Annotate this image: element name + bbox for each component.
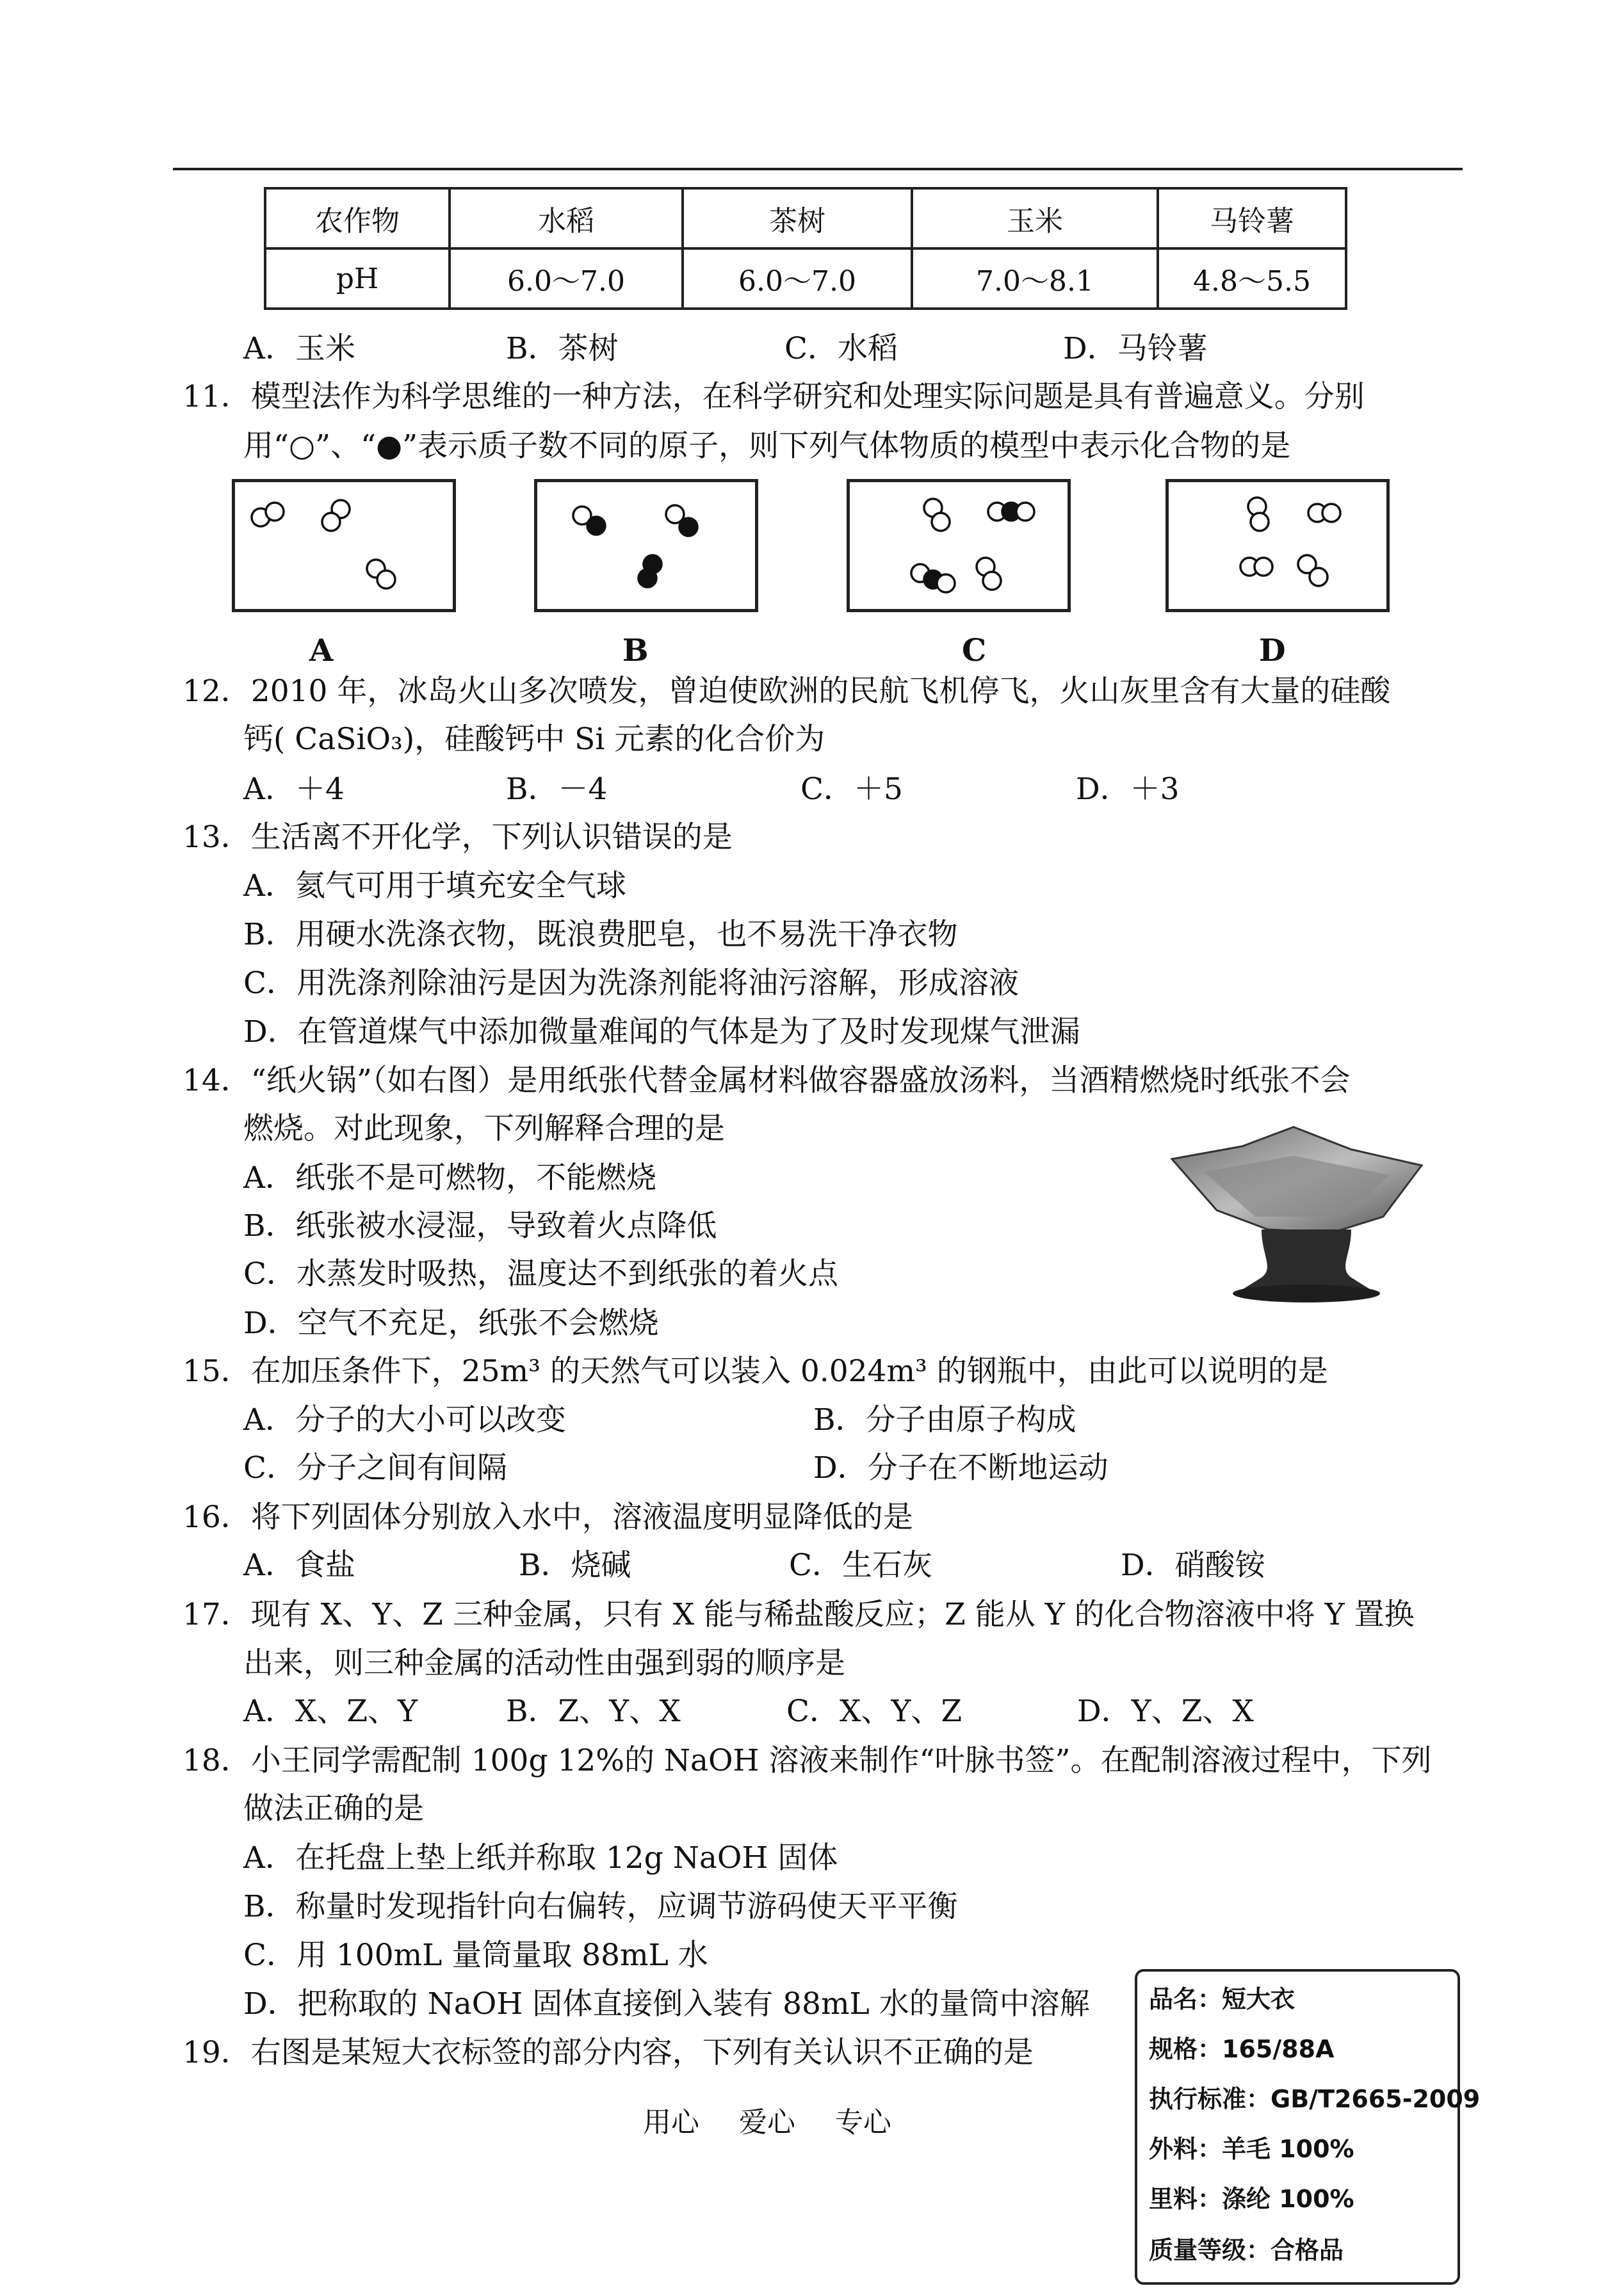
clothing-label-card [1135, 1969, 1481, 2285]
model-label-c: C [962, 633, 987, 669]
paper-hotpot-image [1165, 1121, 1434, 1313]
q12-option-a: A．＋4 [243, 772, 345, 807]
q14-stem-line1: 14．“纸火锅”（如右图）是用纸张代替金属材料做容器盛放汤料，当酒精燃烧时纸张不会 [183, 1063, 1351, 1098]
q16-option-b: B．烧碱 [519, 1548, 631, 1583]
q16-option-a: A．食盐 [243, 1548, 355, 1583]
q15-option-b: B．分子由原子构成 [813, 1402, 1076, 1438]
q13-option-c: C．用洗涤剂除油污是因为洗涤剂能将油污溶解，形成溶液 [243, 966, 1019, 1001]
q13-option-b: B．用硬水洗涤衣物，既浪费肥皂，也不易洗干净衣物 [243, 917, 958, 952]
q19-stem: 19．右图是某短大衣标签的部分内容，下列有关认识不正确的是 [183, 2035, 1034, 2070]
table-row [265, 248, 1346, 309]
model-box-b [534, 479, 758, 612]
table-cell: 玉米 [912, 188, 1158, 248]
label-outer-material: 外料：羊毛 100% [1149, 2135, 1354, 2163]
table-cell: 4.8～5.5 [1158, 248, 1346, 309]
q17-stem-line1: 17．现有 X、Y、Z 三种金属，只有 X 能与稀盐酸反应；Z 能从 Y 的化合物溶液中将 Y 置换 [183, 1597, 1415, 1632]
molecule-model-c-icon [850, 482, 1068, 609]
q15-option-d: D．分子在不断地运动 [813, 1450, 1108, 1486]
table-cell: 6.0～7.0 [683, 248, 912, 309]
q18-option-d: D．把称取的 NaOH 固体直接倒入装有 88mL 水的量筒中溶解 [243, 1986, 1090, 2022]
q17-option-a: A．X、Z、Y [243, 1694, 418, 1729]
table-cell: 农作物 [265, 188, 450, 248]
q11-stem-line2: 用“○”、“●”表示质子数不同的原子，则下列气体物质的模型中表示化合物的是 [243, 428, 1291, 464]
q14-option-a: A．纸张不是可燃物，不能燃烧 [243, 1160, 656, 1196]
model-label-a: A [309, 633, 334, 669]
model-box-d [1165, 479, 1390, 612]
label-product-name: 品名：短大衣 [1149, 1985, 1295, 2013]
q18-stem-line1: 18．小王同学需配制 100g 12%的 NaOH 溶液来制作“叶脉书签”。在配制溶液过程中，下列 [183, 1743, 1432, 1778]
label-lining-material: 里料：涤纶 100% [1149, 2185, 1354, 2213]
q16-option-c: C．生石灰 [789, 1548, 932, 1583]
label-quality-grade: 质量等级：合格品 [1149, 2236, 1344, 2264]
q11-stem-line1: 11．模型法作为科学思维的一种方法，在科学研究和处理实际问题是具有普遍意义。分别 [183, 379, 1365, 414]
q10-option-b: B．茶树 [506, 331, 619, 366]
q14-option-d: D．空气不充足，纸张不会燃烧 [243, 1306, 659, 1341]
q12-option-d: D．＋3 [1076, 772, 1180, 807]
q18-option-c: C．用 100mL 量筒量取 88mL 水 [243, 1938, 708, 1973]
q10-option-a: A．玉米 [243, 331, 355, 366]
table-cell: pH [265, 248, 450, 309]
q14-stem-line2: 燃烧。对此现象，下列解释合理的是 [243, 1111, 725, 1146]
q15-option-c: C．分子之间有间隔 [243, 1450, 507, 1486]
molecule-model-b-icon [537, 482, 755, 609]
q13-option-d: D．在管道煤气中添加微量难闻的气体是为了及时发现煤气泄漏 [243, 1014, 1080, 1050]
model-box-a [232, 479, 456, 612]
q12-stem-line2: 钙( CaSiO₃)，硅酸钙中 Si 元素的化合价为 [243, 722, 825, 757]
q12-stem-line1: 12．2010 年，冰岛火山多次喷发，曾迫使欧洲的民航飞机停飞，火山灰里含有大量的硅酸 [183, 674, 1391, 709]
q12-option-b: B．－4 [506, 772, 608, 807]
q18-option-a: A．在托盘上垫上纸并称取 12g NaOH 固体 [243, 1840, 838, 1876]
q17-option-c: C．X、Y、Z [786, 1694, 962, 1729]
table-cell: 6.0～7.0 [450, 248, 683, 309]
page-footer: 用心 爱心 专心 [643, 2106, 891, 2139]
q14-option-c: C．水蒸发时吸热，温度达不到纸张的着火点 [243, 1256, 838, 1292]
q15-option-a: A．分子的大小可以改变 [243, 1402, 566, 1438]
label-size: 规格：165/88A [1149, 2035, 1335, 2063]
q13-stem: 13．生活离不开化学，下列认识错误的是 [183, 820, 733, 855]
table-cell: 马铃薯 [1158, 188, 1346, 248]
q16-option-d: D．硝酸铵 [1121, 1548, 1265, 1583]
q13-option-a: A．氦气可用于填充安全气球 [243, 868, 626, 904]
table-cell: 7.0～8.1 [912, 248, 1158, 309]
q18-option-b: B．称量时发现指针向右偏转，应调节游码使天平平衡 [243, 1889, 958, 1924]
q16-stem: 16．将下列固体分别放入水中，溶液温度明显降低的是 [183, 1500, 913, 1535]
model-label-d: D [1259, 633, 1286, 669]
table-row [265, 188, 1346, 248]
q10-option-c: C．水稻 [784, 331, 898, 366]
crop-ph-table [264, 187, 1347, 310]
q12-option-c: C．＋5 [800, 772, 903, 807]
q10-option-d: D．马铃薯 [1063, 331, 1208, 366]
table-cell: 水稻 [450, 188, 683, 248]
model-label-b: B [622, 633, 649, 669]
molecule-model-d-icon [1169, 482, 1386, 609]
q15-stem: 15．在加压条件下，25m³ 的天然气可以装入 0.024m³ 的钢瓶中，由此可以说明的是 [183, 1354, 1328, 1389]
q17-option-d: D．Y、Z、X [1077, 1694, 1254, 1729]
molecule-model-a-icon [235, 482, 453, 609]
q14-option-b: B．纸张被水浸湿，导致着火点降低 [243, 1208, 717, 1244]
label-standard: 执行标准：GB/T2665-2009 [1149, 2085, 1481, 2113]
table-cell: 茶树 [683, 188, 912, 248]
model-box-c [847, 479, 1071, 612]
q18-stem-line2: 做法正确的是 [243, 1791, 424, 1826]
q17-option-b: B．Z、Y、X [506, 1694, 681, 1729]
header-rule [173, 168, 1463, 170]
q17-stem-line2: 出来，则三种金属的活动性由强到弱的顺序是 [243, 1646, 845, 1681]
